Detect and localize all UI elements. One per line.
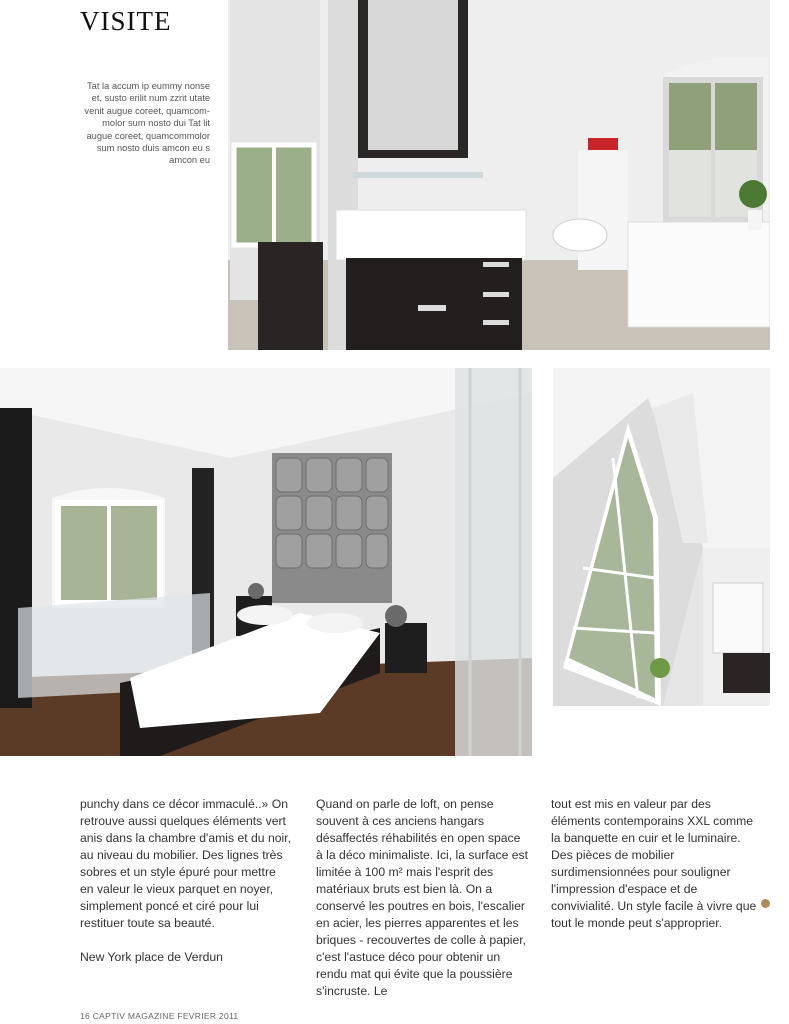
end-mark [761, 899, 770, 908]
page-folio: 16 CAPTIV MAGAZINE FEVRIER 2011 [80, 1011, 239, 1021]
photo-bathroom [228, 0, 770, 350]
col3-paragraph-1: tout est mis en valeur par des éléments contemporains XXL comme la banquette en cuir et le luminaire. Des pièces de mobilier surdimensionnées pour souligner l'impression d'espace et de convivialité. Un style facile à vivre que tout le monde peut s'approprier. [551, 797, 757, 930]
col2-paragraph-1: Quand on parle de loft, on pense souvent à ces anciens hangars désaffectés réhabilités en open space à la déco minimaliste. Ici, la surface est limitée à 100 m² mais l'esprit des matériaux bruts est bien là. On a conservé les poutres en bois, l'escalier en acier, les pierres apparentes et les briques - recouvertes de colle à papier, c'est l'astuce déco pour obtenir un rendu mat qui évite que la poussière s'incruste. Le [316, 797, 529, 998]
section-title: VISITE [80, 6, 172, 36]
col1-paragraph-1: punchy dans ce décor immaculé..» On retrouve aussi quelques éléments vert anis dans la chambre d'amis et du noir, au niveau du mobilier. Des lignes très sobres et un style épuré pour mettre en valeur le vieux parquet en noyer, simplement poncé et ciré pour lui restituer toute sa beauté. [80, 797, 291, 930]
body-column-3 [551, 796, 763, 932]
intro-text: Tat la accum ip eummy nonse et, susto erilit num zzrit utate venit augue coreet, quamcom-molor sum nosto dui Tat lit augue coreet, quamcommolor sum nosto duis amcon eu s amcon eu [84, 81, 210, 166]
body-column-2 [316, 796, 528, 1000]
photo-window [553, 368, 770, 706]
col1-paragraph-2: New York place de Verdun [80, 950, 223, 964]
photo-bedroom [0, 368, 532, 756]
body-column-1 [80, 796, 292, 966]
